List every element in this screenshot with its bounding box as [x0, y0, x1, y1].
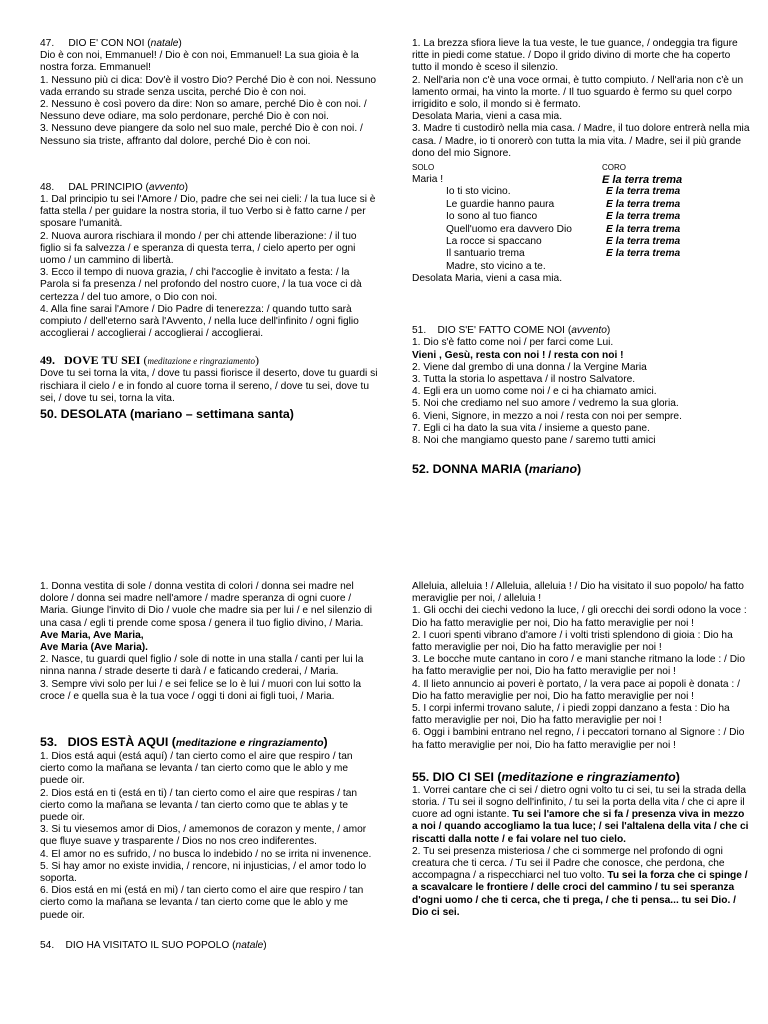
- verse-text: 1. Vorrei cantare che ci sei / dietro ogni volto tu ci sei, tu sei la strada della storia. / Tu sei il sogno dell'infinito, / tu sei la porta della vita / che ci apre il cuore ad ogni istante.: [412, 784, 747, 821]
- song-tag: natale: [235, 939, 264, 951]
- solo-line: La rocce si spaccano: [446, 235, 542, 247]
- song-tag: natale: [150, 38, 179, 49]
- song-55-verse-1: [412, 785, 750, 846]
- coro-line: E la terra trema: [606, 186, 681, 198]
- song-tag: avvento: [571, 325, 607, 337]
- coro-line: E la terra trema: [606, 211, 681, 223]
- song-52-verse-2: 2. Nasce, tu guardi quel figlio / sole di notte in una stalla / canti per lui la ninna nanna / strade deserte ti darà / e faticando crederai, / Maria.: [40, 654, 364, 678]
- song-47-verse-3: 3. Nessuno deve piangere da solo nel suo male, perché Dio è con noi. / Nessuno sia triste, affranto dal dolore, perché Dio è con noi.: [40, 123, 363, 147]
- song-53-verse-5: 5. Si hay amor no existe invidia, / rencore, ni injusticias, / el amor todo lo soporta.: [40, 860, 367, 885]
- song-55-verse-2: [412, 846, 750, 919]
- song-number: 54.: [40, 939, 55, 951]
- column-bottom-left: [40, 581, 378, 952]
- song-51-line: 2. Viene dal grembo di una donna / la Vergine Maria: [412, 361, 647, 373]
- song-52-verse-1: 1. Donna vestita di sole / donna vestita di colori / donna sei madre nel dolore / donna sei madre nell'amore / madre speranza di ogni cuore / Maria. Giunge l'invito di Dio / vuole che madre sia per lui / e nel silenzio di una casa / egli ti prende come sposa / genera il tuo figlio divino, / Maria.: [40, 581, 373, 629]
- call-response-line: [412, 186, 750, 198]
- song-48-title: 48. DAL PRINCIPIO (avvento): [40, 181, 189, 193]
- song-tag: meditazione e ringraziamento: [175, 737, 324, 750]
- song-51-line: 8. Noi che mangiamo questo pane / saremo tutti amici: [412, 435, 656, 446]
- song-48-verse-3: 3. Ecco il tempo di nuova grazia, / chi l'accoglie è invitato a festa: / la Parola si fa presenza / nel profondo del nostro cuore, / la tua voce ci dà certezza / del tuo amore, o Dio con noi.: [40, 267, 362, 303]
- song-number: 53.: [40, 735, 58, 750]
- song-50-heading: 50. DESOLATA (mariano – settimana santa): [40, 407, 294, 422]
- song-53-verse-2: 2. Dios está en ti (está en ti) / tan cierto como el aire que respiras / tan cierto como la mañana se levanta / tan cierto como que te ablas y te puede oir.: [40, 787, 358, 824]
- song-53-verse-4: 4. El amor no es sufrido, / no busca lo indebido / no se irrita ni invenence.: [40, 848, 372, 860]
- column-top-right: [412, 38, 750, 477]
- solo-line: Maria !: [412, 174, 444, 186]
- song-52-ave-1: Ave Maria, Ave Maria,: [40, 629, 144, 641]
- column-top-left: [40, 38, 378, 422]
- song-54-title: 54. DIO HA VISITATO IL SUO POPOLO (natale): [40, 939, 267, 951]
- verse-text-bold: Tu sei l'amore che si fa / presenza viva in mezzo a noi / quando accogliamo la tua luce; / sei l'altalena della vita / che ci riscatti dalla notte / e fai volare nel tuo cielo.: [412, 809, 749, 845]
- song-48-verse-2: 2. Nuova aurora rischiara il mondo / per chi attende liberazione: / il tuo figlio si fa salvezza / e speranza di questa terra, / cielo aperto per ogni uomo / un cammino di libertà.: [40, 230, 357, 267]
- song-number: 49.: [40, 353, 55, 368]
- solo-label: SOLO: [412, 163, 435, 173]
- song-48-verse-4: 4. Alla fine sarai l'Amore / Dio Padre di tenerezza: / quando tutto sarà compiuto / dell'eterno sarà l'Avvento, / nella luce dell'infinito / ogni figlio accoglierai / accoglierai / accoglierai / accoglierai.: [40, 303, 359, 340]
- song-title: DIOS ESTÀ AQUI: [67, 735, 169, 750]
- song-52-verse-3: 3. Sempre vivi solo per lui / e sei felice se lo è lui / muori con lui sotto la croce / e quella sua è la tua voce / oggi ti doni ai figli tuoi, / Maria.: [40, 678, 362, 702]
- song-51-line: 3. Tutta la storia lo aspettava / il nostro Salvatore.: [412, 373, 636, 385]
- song-49-text: Dove tu sei torna la vita, / dove tu passi fiorisce il deserto, dove tu guardi si rischiara il cielo / e in fondo al cuore torna il sereno, / dove tu sei, dove tu sei, / dove tu sei, torna la vita.: [40, 368, 378, 404]
- song-50-madre: Madre, sto vicino a te.: [446, 260, 546, 272]
- call-response-line: [412, 236, 750, 248]
- song-47-verse-1: 1. Nessuno più ci dica: Dov'è il vostro Dio? Perché Dio è con noi. Nessuno vada errando su strade senza uscita, perché Dio è con noi.: [40, 74, 377, 98]
- song-54-verse-3: 3. Le bocche mute cantano in coro / e mani stanche ritmano la lode : / Dio ha fatto meraviglie per noi, Dio ha fatto meraviglie per noi !: [412, 654, 745, 678]
- coro-line: E la terra trema: [606, 198, 681, 210]
- solo-line: Quell'uomo era davvero Dio: [446, 223, 572, 235]
- song-number: 51.: [412, 325, 427, 337]
- song-title: 55. DIO CI SEI: [412, 769, 494, 784]
- song-title: DIO HA VISITATO IL SUO POPOLO: [65, 939, 230, 951]
- song-47-title: 47. DIO E' CON NOI (natale): [40, 38, 182, 49]
- call-response-line: [412, 199, 750, 211]
- verse-text: 2. Tu sei presenza misteriosa / che ci sommerge nel profondo di ogni creatura che ti cerca. / Tu sei il Padre che conosce, che perdona, che accompagna / a rispecchiarci nel tuo volto.: [412, 845, 725, 882]
- song-number: 48.: [40, 181, 55, 193]
- song-tag: mariano: [528, 462, 578, 477]
- song-53-verse-1: 1. Dios está aqui (está aquí) / tan cierto como el aire que respiro / tan cierto como la mañana se levanta / tan cierto como que le ablo y me puede oir.: [40, 751, 353, 787]
- coro-line: E la terra trema: [606, 223, 681, 235]
- column-bottom-right: [412, 581, 750, 919]
- song-number: 47.: [40, 38, 55, 49]
- song-54-intro: Alleluia, alleluia ! / Alleluia, alleluia ! / Dio ha visitato il suo popolo/ ha fatto meraviglie per noi, / alleluia !: [412, 581, 744, 605]
- song-54-verse-5: 5. I corpi infermi trovano salute, / i piedi zoppi danzano a festa : Dio ha fatto meraviglie per noi, Dio ha fatto meraviglie per noi !: [412, 703, 730, 727]
- song-51-line: 6. Vieni, Signore, in mezzo a noi / resta con noi per sempre.: [412, 410, 682, 422]
- solo-line: Io ti sto vicino.: [446, 186, 511, 198]
- song-title: 52. DONNA MARIA: [412, 462, 522, 477]
- song-51-verse-1: 1. Dio s'è fatto come noi / per farci come Lui.: [412, 337, 614, 349]
- song-55-heading: 55. DIO CI SEI (meditazione e ringraziamento): [412, 769, 680, 784]
- song-49-title: 49. DOVE TU SEI (meditazione e ringraziamento): [40, 353, 259, 368]
- song-tag: meditazione e ringraziamento: [501, 769, 676, 784]
- coro-line: E la terra trema: [606, 248, 681, 260]
- song-50-verse-3: 3. Madre ti custodirò nella mia casa. / Madre, il tuo dolore entrerà nella mia casa. / Madre, io ti onorerò con tutta la mia vita. / Madre, sei il più grande dono del mio Signore.: [412, 123, 750, 159]
- song-title: DIO S'E' FATTO COME NOI: [437, 325, 565, 337]
- coro-label: CORO: [602, 163, 626, 173]
- song-title: DOVE TU SEI: [64, 353, 141, 368]
- song-54-verse-1: 1. Gli occhi dei ciechi vedono la luce, / gli orecchi dei sordi odono la voce : Dio ha fatto meraviglie per noi, Dio ha fatto meraviglie per noi !: [412, 605, 747, 629]
- song-tag: meditazione e ringraziamento: [147, 356, 255, 367]
- song-50-desolata-end: Desolata Maria, vieni a casa mia.: [412, 272, 563, 284]
- call-response-line: [412, 174, 750, 186]
- song-53-verse-6: 6. Dios está en mi (está en mi) / tan cierto como el aire que respiro / tan cierto como la mañana se levanta / tan cierto come que le ablo y me puede oir.: [40, 885, 364, 921]
- song-47-verse-2: 2. Nessuno è così povero da dire: Non so amare, perché Dio è con noi. / Nessuno deve odiare, ma solo perdonare, perché Dio è con noi.: [40, 99, 367, 123]
- song-51-line: 4. Egli era un uomo come noi / e ci ha chiamato amici.: [412, 386, 657, 398]
- coro-line: E la terra trema: [606, 235, 681, 247]
- solo-coro-header: [412, 162, 750, 174]
- song-51-line: 7. Egli ci ha dato la sua vita / insieme a questo pane.: [412, 422, 650, 434]
- song-47-refrain: Dio è con noi, Emmanuel! / Dio è con noi, Emmanuel! La sua gioia è la nostra forza. Emmanuel!: [40, 50, 359, 74]
- song-54-verse-6: 6. Oggi i bambini entrano nel regno, / i peccatori tornano al Signore : / Dio ha fatto meraviglie per noi, Dio ha fatto meraviglie per noi !: [412, 727, 745, 751]
- song-52-heading: 52. DONNA MARIA (mariano): [412, 462, 582, 477]
- call-response-line: [412, 224, 750, 236]
- song-title: DIO E' CON NOI: [68, 38, 145, 49]
- verse-text-bold: Tu sei la forza che ci spinge / a scavalcare le frontiere / delle croci del cammino / tu sei speranza d'ogni uomo / che ti cerca, che ti prega, / che ti pensa... tu sei Dio. / Dio ci sei.: [412, 870, 748, 918]
- song-50-verse-1: 1. La brezza sfiora lieve la tua veste, le tue guance, / ondeggia tra figure ritte in piedi come statue. / Dopo il grido divino di morte che ha coperto tutto il mondo è sceso il silenzio.: [412, 38, 738, 74]
- song-54-verse-2: 2. I cuori spenti vibrano d'amore / i volti tristi splendono di gioia : Dio ha fatto meraviglie per noi, Dio ha fatto meraviglie per noi !: [412, 629, 733, 654]
- solo-line: Il santuario trema: [446, 248, 525, 260]
- song-tag: avvento: [148, 181, 185, 193]
- song-51-line: 5. Noi che crediamo nel suo amore / vedremo la sua gloria.: [412, 398, 679, 410]
- solo-line: Le guardie hanno paura: [446, 198, 555, 210]
- song-51-refrain: Vieni , Gesù, resta con noi ! / resta con noi !: [412, 349, 624, 361]
- song-54-verse-4: 4. Il lieto annuncio ai poveri è portato, / la vera pace ai popoli è donata : / Dio ha fatto meraviglie per noi, Dio ha fatto meraviglie per noi !: [412, 678, 740, 702]
- song-52-ave-2: Ave Maria (Ave Maria).: [40, 642, 148, 654]
- solo-line: Io sono al tuo fianco: [446, 211, 538, 223]
- song-53-verse-3: 3. Si tu viesemos amor di Dios, / amemonos de corazon y mente, / amor que fluye suave y trasparente / Dios no nos creo indiferentes.: [40, 824, 367, 848]
- call-response-line: [412, 248, 750, 260]
- song-50-verse-2: 2. Nell'aria non c'è una voce ormai, è tutto compiuto. / Nell'aria non c'è un lamento ormai, ha vinto la morte. / Il tuo sguardo è fermo su quel corpo irrigidito e solo, il mondo si è fermato.: [412, 74, 744, 111]
- coro-line: E la terra trema: [602, 174, 683, 187]
- song-53-title: 53. DIOS ESTÀ AQUI (meditazione e ringraziamento): [40, 735, 328, 750]
- song-48-verse-1: 1. Dal principio tu sei l'Amore / Dio, padre che sei nei cieli: / la tua luce si è fatta stella / per guidare la nostra storia, il tuo Verbo si è fatto carne / per sposare l'umanità.: [40, 194, 376, 230]
- song-50-desolata: Desolata Maria, vieni a casa mia.: [412, 111, 563, 123]
- song-51-title: 51. DIO S'E' FATTO COME NOI (avvento): [412, 325, 611, 337]
- call-response-line: [412, 211, 750, 223]
- song-title: DAL PRINCIPIO: [68, 181, 143, 193]
